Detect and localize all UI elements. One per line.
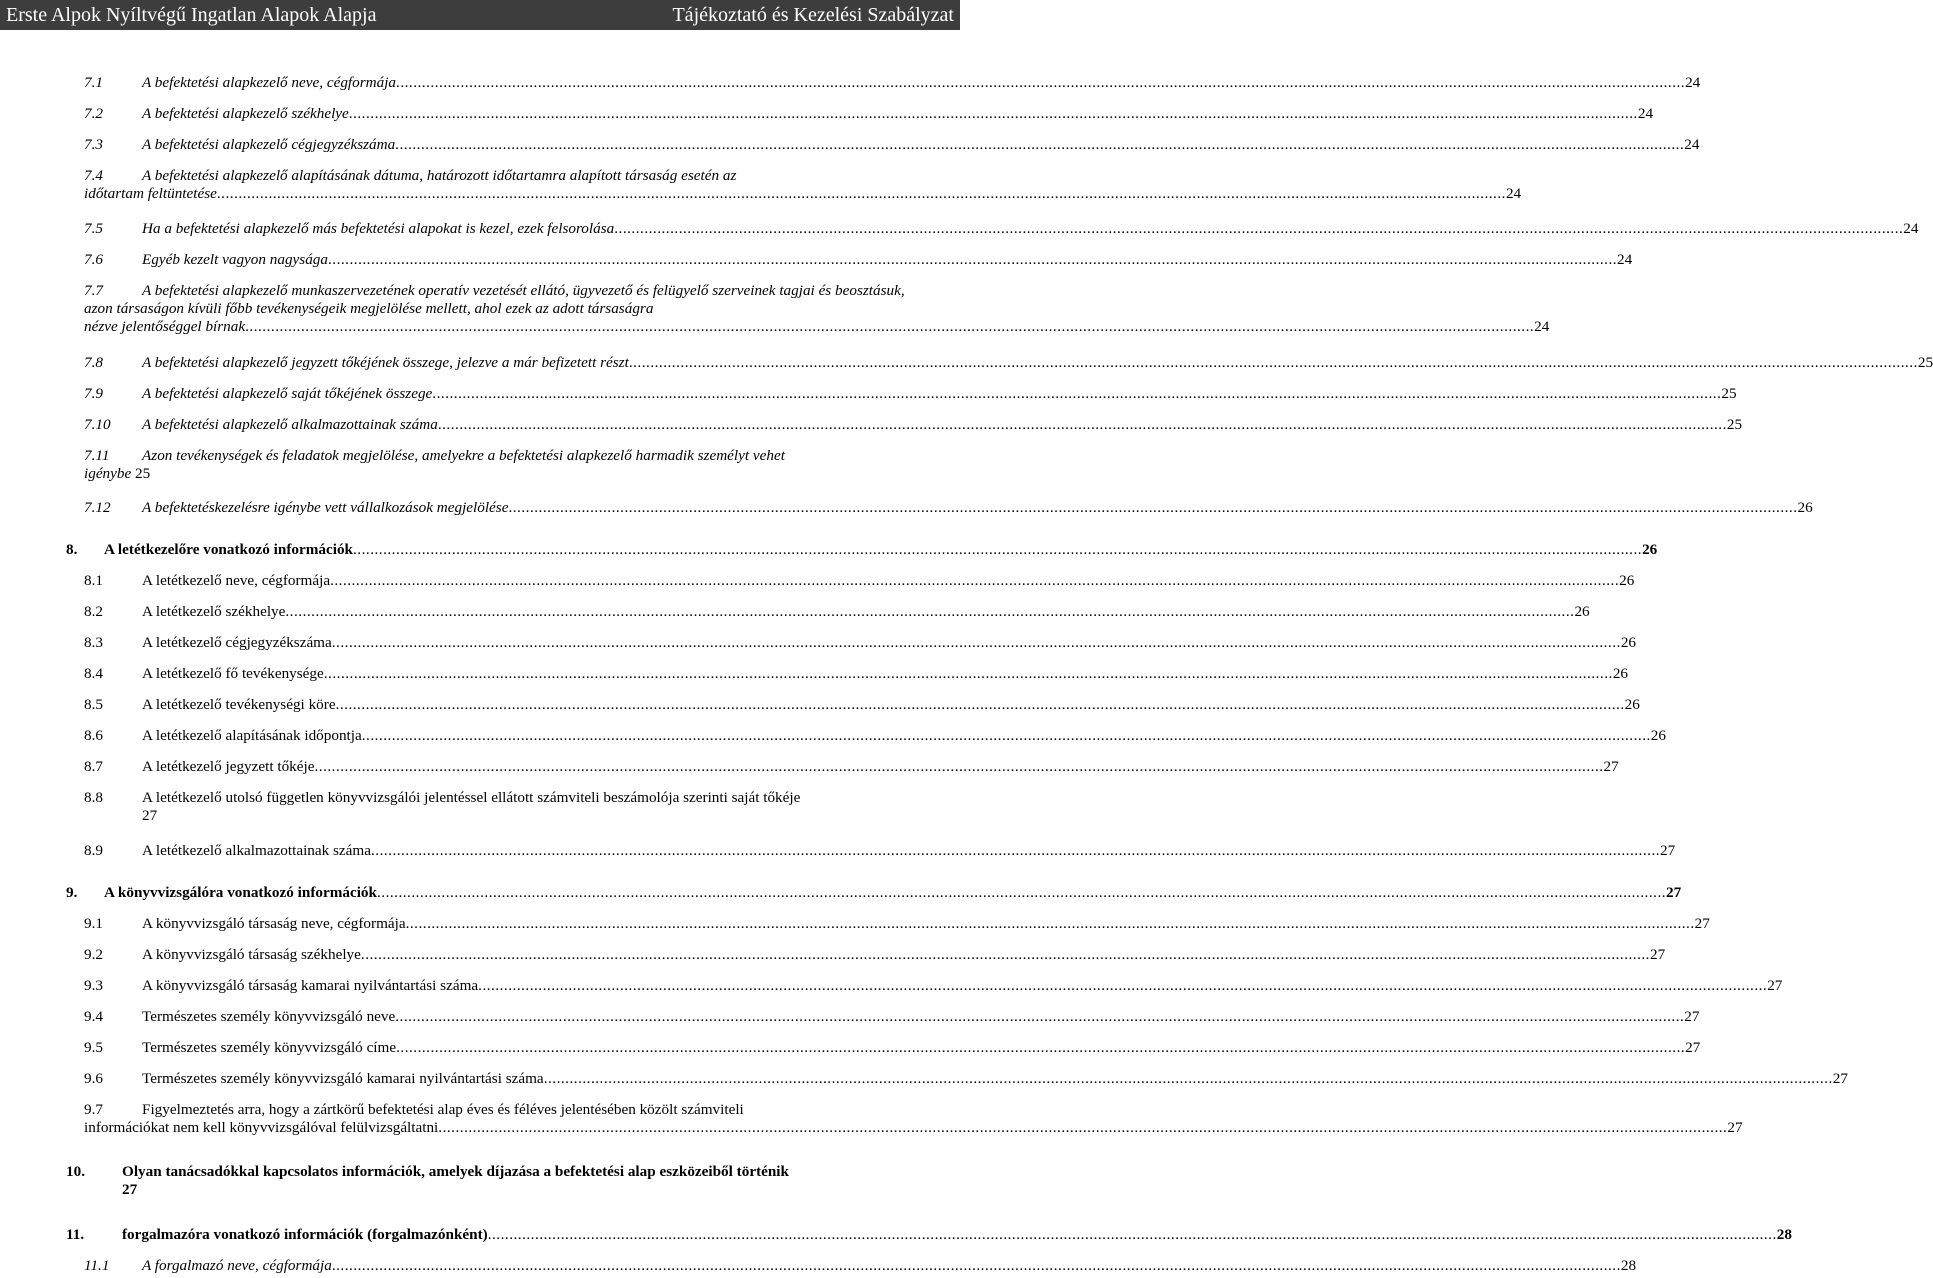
toc-page: 24 xyxy=(1685,74,1701,91)
toc-entry-8-9[interactable] xyxy=(84,842,1676,860)
toc-page: 26 xyxy=(1619,572,1635,589)
toc-page: 26 xyxy=(1574,603,1590,620)
toc-title: A befektetési alapkezelő cégjegyzékszáma xyxy=(142,136,396,153)
toc-entry-7-6[interactable] xyxy=(84,251,1633,269)
toc-section-8[interactable] xyxy=(66,541,1658,559)
dot-leader: ............................................................................................................................................................................................................................................................................................................ xyxy=(285,603,1575,620)
toc-page: 24 xyxy=(1617,251,1633,268)
toc-page: 25 xyxy=(1917,354,1933,371)
toc-number: 9.1 xyxy=(84,915,103,932)
toc-title: A letétkezelő jegyzett tőkéje xyxy=(142,758,315,775)
dot-leader: ............................................................................................................................................................................................................................................................................................................ xyxy=(432,385,1722,402)
document-title: Erste Alpok Nyíltvégű Ingatlan Alapok Alapja xyxy=(6,4,377,26)
dot-leader: ............................................................................................................................................................................................................................................................................................................ xyxy=(395,1008,1685,1025)
toc-number: 7.1 xyxy=(84,74,103,91)
toc-number: 8.5 xyxy=(84,696,103,713)
dot-leader: ............................................................................................................................................................................................................................................................................................................ xyxy=(395,136,1685,153)
toc-page: 26 xyxy=(1620,634,1636,651)
toc-page: 26 xyxy=(1612,665,1628,682)
toc-number: 9.6 xyxy=(84,1070,103,1087)
toc-number: 8.1 xyxy=(84,572,103,589)
toc-entry-8-5[interactable] xyxy=(84,696,1640,714)
dot-leader: ............................................................................................................................................................................................................................................................................................................ xyxy=(361,727,1651,744)
dot-leader: ............................................................................................................................................................................................................................................................................................................ xyxy=(245,318,1535,335)
toc-page: 27 xyxy=(1660,842,1676,859)
toc-page: 27 xyxy=(1649,946,1666,963)
toc-number: 7.8 xyxy=(84,354,103,371)
toc-entry-9-5[interactable] xyxy=(84,1039,1701,1057)
toc-title: A letétkezelőre vonatkozó információk xyxy=(104,541,353,558)
toc-page: 24 xyxy=(1505,185,1522,202)
toc-page: 25 xyxy=(1721,385,1737,402)
toc-title: A letétkezelő alapításának időpontja xyxy=(142,727,362,744)
toc-number: 9.3 xyxy=(84,977,103,994)
toc-entry-7-10[interactable] xyxy=(84,416,1743,434)
dot-leader: ............................................................................................................................................................................................................................................................................................................ xyxy=(376,884,1667,901)
toc-title: Természetes személy könyvvizsgáló neve xyxy=(142,1008,396,1025)
toc-number: 8.7 xyxy=(84,758,103,775)
toc-number: 10. xyxy=(66,1163,85,1180)
toc-number: 7.6 xyxy=(84,251,103,268)
toc-title: forgalmazóra vonatkozó információk (forgalmazónként) xyxy=(122,1226,488,1243)
toc-page: 26 xyxy=(1650,727,1666,744)
dot-leader: ............................................................................................................................................................................................................................................................................................................ xyxy=(628,354,1918,371)
toc-page: 27 xyxy=(122,1181,138,1198)
toc-page: 27 xyxy=(1603,758,1619,775)
toc-number: 8.6 xyxy=(84,727,103,744)
toc-entry-8-2[interactable] xyxy=(84,603,1590,621)
toc-title-line-2: időtartam feltüntetése xyxy=(84,185,217,202)
toc-page: 27 xyxy=(1666,884,1682,901)
toc-entry-7-9[interactable] xyxy=(84,385,1737,403)
dot-leader: ............................................................................................................................................................................................................................................................................................................ xyxy=(348,105,1638,122)
toc-title: Ha a befektetési alapkezelő más befektetési alapokat is kezel, ezek felsorolása xyxy=(142,220,615,237)
toc-entry-9-3[interactable] xyxy=(84,977,1783,995)
toc-page: 27 xyxy=(1832,1070,1848,1087)
toc-page: 27 xyxy=(1685,1039,1701,1056)
dot-leader: ............................................................................................................................................................................................................................................................................................................ xyxy=(405,915,1695,932)
toc-number: 7.5 xyxy=(84,220,103,237)
dot-leader: ............................................................................................................................................................................................................................................................................................................ xyxy=(323,665,1613,682)
toc-page: 27 xyxy=(1767,977,1783,994)
toc-entry-7-5[interactable] xyxy=(84,220,1919,238)
toc-section-11[interactable] xyxy=(66,1226,1792,1244)
toc-number: 8.2 xyxy=(84,603,103,620)
toc-number: 7.2 xyxy=(84,105,103,122)
dot-leader: ............................................................................................................................................................................................................................................................................................................ xyxy=(330,572,1620,589)
toc-page: 27 xyxy=(142,807,158,824)
toc-title: A forgalmazó neve, cégformája xyxy=(142,1257,332,1274)
toc-number: 9.4 xyxy=(84,1008,103,1025)
dot-leader: ............................................................................................................................................................................................................................................................................................................ xyxy=(508,499,1798,516)
dot-leader: ............................................................................................................................................................................................................................................................................................................ xyxy=(360,946,1650,963)
toc-title: A letétkezelő székhelye xyxy=(142,603,286,620)
toc-page: 27 xyxy=(1684,1008,1700,1025)
dot-leader: ............................................................................................................................................................................................................................................................................................................ xyxy=(216,185,1506,202)
toc-number: 7.9 xyxy=(84,385,103,402)
dot-leader: ............................................................................................................................................................................................................................................................................................................ xyxy=(543,1070,1833,1087)
toc-entry-8-4[interactable] xyxy=(84,665,1628,683)
toc-page: 24 xyxy=(1684,136,1700,153)
document-subtitle: Tájékoztató és Kezelési Szabályzat xyxy=(672,4,954,26)
toc-entry-7-8[interactable] xyxy=(84,354,1933,372)
dot-leader: ............................................................................................................................................................................................................................................................................................................ xyxy=(314,758,1604,775)
toc-title-line-2: nézve jelentőséggel bírnak xyxy=(84,318,246,335)
toc-number: 8.9 xyxy=(84,842,103,859)
toc-title: A befektetési alapkezelő jegyzett tőkéjének összege, jelezve a már befizetett részt xyxy=(142,354,629,371)
toc-section-10[interactable] xyxy=(66,1163,907,1199)
toc-number: 7.3 xyxy=(84,136,103,153)
toc-number: 7.10 xyxy=(84,416,111,433)
toc-page: 27 xyxy=(1727,1119,1743,1136)
toc-title: A könyvvizsgáló társaság székhelye xyxy=(142,946,361,963)
toc-entry-7-4[interactable] xyxy=(84,167,1522,203)
toc-number: 9.2 xyxy=(84,946,103,963)
toc-number: 11. xyxy=(66,1226,85,1243)
toc-title: A letétkezelő alkalmazottainak száma xyxy=(142,842,371,859)
dot-leader: ............................................................................................................................................................................................................................................................................................................ xyxy=(396,74,1686,91)
toc-title: A könyvvizsgálóra vonatkozó információk xyxy=(104,884,377,901)
toc-number: 7.12 xyxy=(84,499,111,516)
dot-leader: ............................................................................................................................................................................................................................................................................................................ xyxy=(370,842,1661,859)
toc-number: 9.5 xyxy=(84,1039,103,1056)
toc-entry-7-1[interactable] xyxy=(84,74,1701,92)
toc-title-line-1: Olyan tanácsadókkal kapcsolatos információk, amelyek díjazása a befektetési alap eszközeiből történik xyxy=(122,1163,789,1180)
toc-page: 26 xyxy=(1624,696,1640,713)
toc-title: A könyvvizsgáló társaság kamarai nyilvántartási száma xyxy=(142,977,479,994)
toc-number: 8. xyxy=(66,541,78,558)
toc-title: Természetes személy könyvvizsgáló kamarai nyilvántartási száma xyxy=(142,1070,544,1087)
toc-page: 25 xyxy=(135,465,151,482)
toc-entry-11-1[interactable] xyxy=(84,1257,1637,1275)
toc-entry-8-7[interactable] xyxy=(84,758,1619,776)
toc-number: 9.7 xyxy=(84,1101,103,1118)
toc-number: 11.1 xyxy=(84,1257,110,1274)
toc-page: 24 xyxy=(1534,318,1550,335)
toc-entry-7-7[interactable] xyxy=(84,282,1550,336)
toc-title-line-2: igénybe xyxy=(84,465,132,482)
toc-title: A letétkezelő cégjegyzékszáma xyxy=(142,634,332,651)
dot-leader: ............................................................................................................................................................................................................................................................................................................ xyxy=(331,1257,1621,1274)
toc-entry-7-3[interactable] xyxy=(84,136,1700,154)
toc-number: 8.4 xyxy=(84,665,103,682)
toc-entry-8-3[interactable] xyxy=(84,634,1636,652)
toc-title: A befektetési alapkezelő székhelye xyxy=(142,105,349,122)
toc-section-9[interactable] xyxy=(66,884,1682,902)
dot-leader: ............................................................................................................................................................................................................................................................................................................ xyxy=(327,251,1618,268)
toc-number: 8.3 xyxy=(84,634,103,651)
dot-leader: ............................................................................................................................................................................................................................................................................................................ xyxy=(335,696,1625,713)
toc-title: A befektetéskezelésre igénybe vett vállalkozások megjelölése xyxy=(142,499,509,516)
dot-leader: ............................................................................................................................................................................................................................................................................................................ xyxy=(331,634,1621,651)
toc-title-line-1: A letétkezelő utolsó független könyvvizsgálói jelentéssel ellátott számviteli beszámolója szerinti saját tőkéje xyxy=(142,789,801,806)
toc-entry-9-7[interactable] xyxy=(84,1101,1743,1137)
toc-number: 7.11 xyxy=(84,447,110,464)
toc-entry-7-11[interactable] xyxy=(84,447,907,483)
toc-title-line-1: A befektetési alapkezelő munkaszervezetének operatív vezetését ellátó, ügyvezető és felügyelő szerveinek tagjai és beosztásuk, azon társaságon kívüli főbb tevékenységeik megjelölése mellett, ahol ezek az adott társaságra xyxy=(84,282,905,317)
toc-page: 24 xyxy=(1903,220,1919,237)
dot-leader: ............................................................................................................................................................................................................................................................................................................ xyxy=(396,1039,1686,1056)
toc-title-line-2: információkat nem kell könyvvizsgálóval felülvizsgáltatni xyxy=(84,1119,439,1136)
toc-title-line-1: Azon tevékenységek és feladatok megjelölése, amelyekre a befektetési alapkezelő harmadik személyt vehet xyxy=(142,447,785,464)
toc-title-line-1: A befektetési alapkezelő alapításának dátuma, határozott időtartamra alapított társaság esetén az xyxy=(142,167,737,184)
dot-leader: ............................................................................................................................................................................................................................................................................................................ xyxy=(478,977,1768,994)
toc-page: 26 xyxy=(1642,541,1658,558)
toc-entry-9-6[interactable] xyxy=(84,1070,1848,1088)
toc-title: A letétkezelő tevékenységi köre xyxy=(142,696,336,713)
toc-title: A befektetési alapkezelő neve, cégformája xyxy=(142,74,397,91)
dot-leader: ............................................................................................................................................................................................................................................................................................................ xyxy=(438,1119,1728,1136)
dot-leader: ............................................................................................................................................................................................................................................................................................................ xyxy=(614,220,1904,237)
toc-number: 7.7 xyxy=(84,282,103,299)
toc-entry-9-4[interactable] xyxy=(84,1008,1700,1026)
toc-entry-8-1[interactable] xyxy=(84,572,1635,590)
toc-title: A könyvvizsgáló társaság neve, cégformája xyxy=(142,915,406,932)
toc-title-line-1: Figyelmeztetés arra, hogy a zártkörű befektetési alap éves és féléves jelentésében közölt számviteli xyxy=(142,1101,744,1118)
toc-entry-8-8[interactable] xyxy=(84,789,907,825)
dot-leader: ............................................................................................................................................................................................................................................................................................................ xyxy=(437,416,1727,433)
toc-title: A befektetési alapkezelő alkalmazottainak száma xyxy=(142,416,438,433)
toc-number: 9. xyxy=(66,884,78,901)
toc-page: 28 xyxy=(1620,1257,1637,1274)
toc-title: Egyéb kezelt vagyon nagysága xyxy=(142,251,328,268)
toc-page: 26 xyxy=(1797,499,1813,516)
page-header xyxy=(0,0,960,30)
toc-page: 24 xyxy=(1637,105,1654,122)
toc-title: A befektetési alapkezelő saját tőkéjének összege xyxy=(142,385,433,402)
dot-leader: ............................................................................................................................................................................................................................................................................................................ xyxy=(353,541,1643,558)
dot-leader: ............................................................................................................................................................................................................................................................................................................ xyxy=(487,1226,1777,1243)
toc-title: Természetes személy könyvvizsgáló címe xyxy=(142,1039,397,1056)
toc-title: A letétkezelő fő tevékenysége xyxy=(142,665,324,682)
toc-page: 25 xyxy=(1726,416,1743,433)
toc-entry-7-12[interactable] xyxy=(84,499,1813,517)
toc-entry-9-1[interactable] xyxy=(84,915,1710,933)
toc-title: A letétkezelő neve, cégformája xyxy=(142,572,331,589)
toc-number: 8.8 xyxy=(84,789,103,806)
toc-entry-8-6[interactable] xyxy=(84,727,1666,745)
toc-page: 27 xyxy=(1694,915,1710,932)
toc-page: 28 xyxy=(1776,1226,1792,1243)
toc-number: 7.4 xyxy=(84,167,103,184)
toc-entry-7-2[interactable] xyxy=(84,105,1654,123)
toc-entry-9-2[interactable] xyxy=(84,946,1666,964)
